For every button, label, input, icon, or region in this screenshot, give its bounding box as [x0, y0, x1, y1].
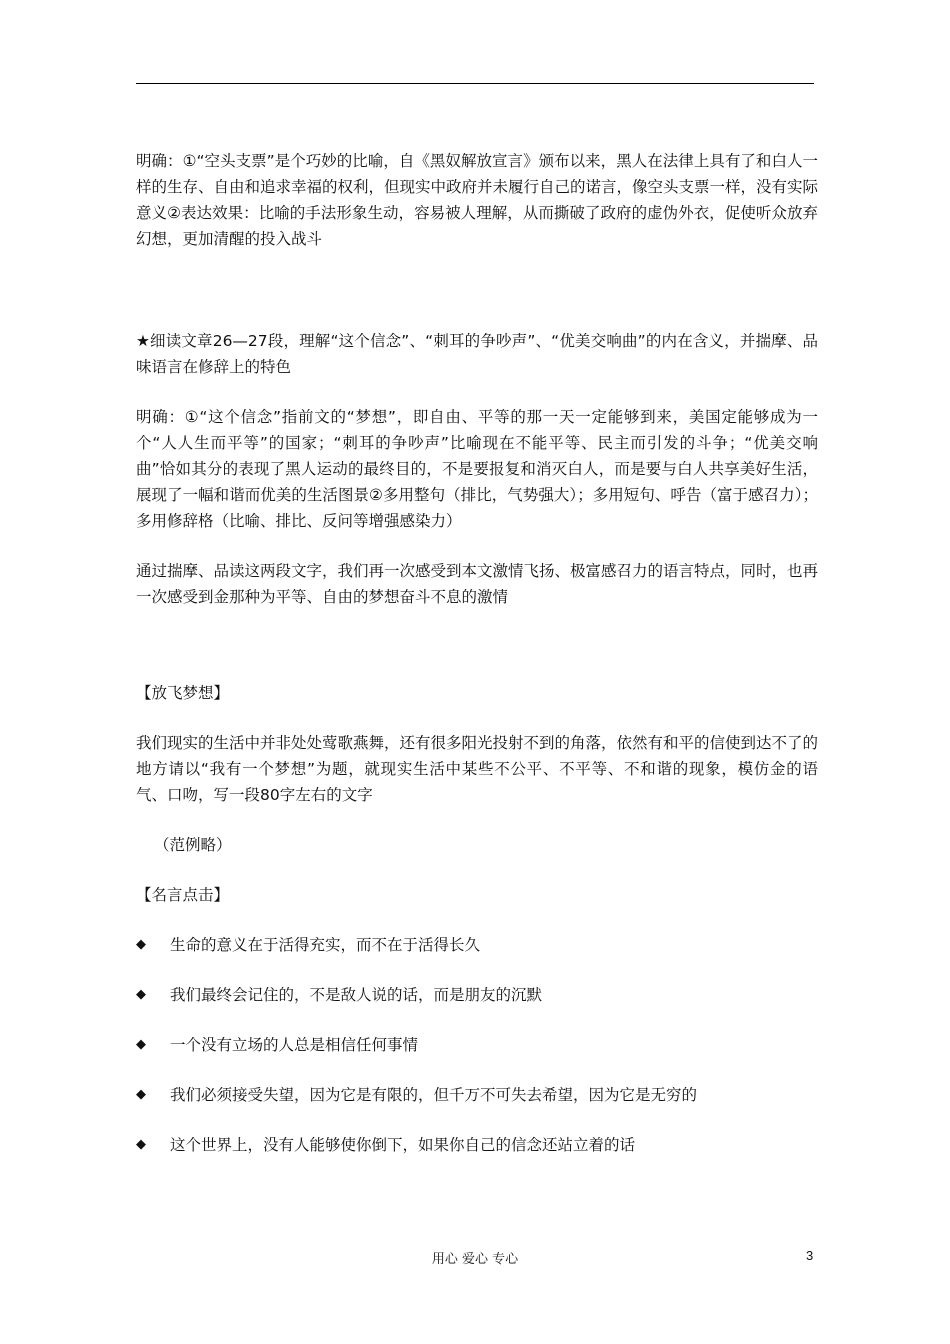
- example-note: （范例略）: [154, 836, 232, 854]
- list-item: [136, 982, 818, 1008]
- section-heading-quotes: 【名言点击】: [136, 886, 230, 904]
- quote-text: 一个没有立场的人总是相信任何事情: [170, 1036, 419, 1054]
- page-number: 3: [806, 1248, 814, 1263]
- header-rule: [136, 83, 814, 84]
- quote-text: 我们必须接受失望，因为它是有限的，但千万不可失去希望，因为它是无穷的: [170, 1086, 698, 1104]
- page-content: [136, 148, 818, 1158]
- diamond-bullet-icon: ◆: [136, 1137, 146, 1152]
- quote-text: 生命的意义在于活得充实，而不在于活得长久: [170, 936, 481, 954]
- answer-paragraph-2: 明确：①“这个信念”指前文的“梦想”，即自由、平等的那一天一定能够到来，美国定能够成为一个“人人生而平等”的国家；“刺耳的争吵声”比喻现在不能平等、民主而引发的斗争；“优美交响曲”恰如其分的表现了黑人运动的最终目的，不是要报复和消灭白人，而是要与白人共享美好生活，展现了一幅和谐而优美的生活图景②多用整句（排比，气势强大）；多用短句、呼告（富于感召力）；多用修辞格（比喻、排比、反问等增强感染力）: [136, 408, 818, 530]
- diamond-bullet-icon: ◆: [136, 1037, 146, 1052]
- section-heading-dream: 【放飞梦想】: [136, 684, 230, 702]
- quote-text: 这个世界上，没有人能够使你倒下，如果你自己的信念还站立着的话: [170, 1136, 636, 1154]
- diamond-bullet-icon: ◆: [136, 987, 146, 1002]
- task-paragraph: ★细读文章26—27段，理解“这个信念”、“刺耳的争吵声”、“优美交响曲”的内在含义，并揣摩、品味语言在修辞上的特色: [136, 332, 818, 376]
- list-item: [136, 932, 818, 958]
- list-item: [136, 1032, 818, 1058]
- list-item: [136, 1082, 818, 1108]
- list-item: [136, 1132, 818, 1158]
- summary-paragraph: 通过揣摩、品读这两段文字，我们再一次感受到本文激情飞扬、极富感召力的语言特点，同时，也再一次感受到金那种为平等、自由的梦想奋斗不息的激情: [136, 562, 819, 606]
- diamond-bullet-icon: ◆: [136, 1087, 146, 1102]
- footer-motto: 用心 爱心 专心: [431, 1252, 519, 1267]
- answer-paragraph-1: 明确：①“空头支票”是个巧妙的比喻，自《黑奴解放宣言》颁布以来，黑人在法律上具有了和白人一样的生存、自由和追求幸福的权利，但现实中政府并未履行自己的诺言，像空头支票一样，没有实际意义②表达效果：比喻的手法形象生动，容易被人理解，从而撕破了政府的虚伪外衣，促使听众放弃幻想，更加清醒的投入战斗: [136, 152, 819, 248]
- diamond-bullet-icon: ◆: [136, 937, 146, 952]
- quote-text: 我们最终会记住的，不是敌人说的话，而是朋友的沉默: [170, 986, 543, 1004]
- dream-task-paragraph: 我们现实的生活中并非处处莺歌燕舞，还有很多阳光投射不到的角落，依然有和平的信使到达不了的地方请以“我有一个梦想”为题，就现实生活中某些不公平、不平等、不和谐的现象，模仿金的语气、口吻，写一段80字左右的文字: [136, 734, 819, 804]
